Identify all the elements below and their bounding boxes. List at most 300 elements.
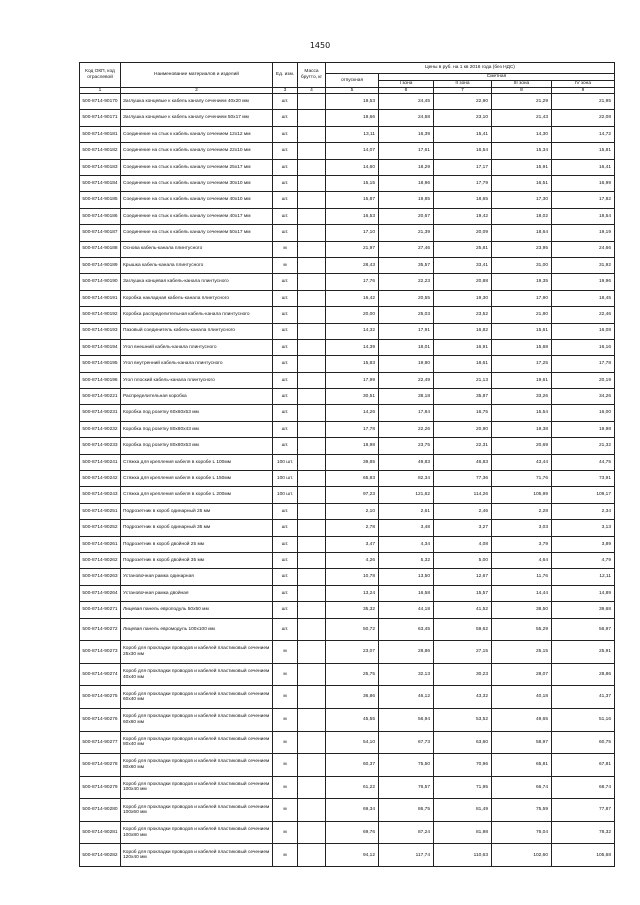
row-price-zone-3: 21,29	[492, 94, 552, 110]
row-price-zone-1: 38,18	[379, 389, 434, 405]
row-unit: шт.	[273, 94, 298, 110]
row-price-zone-3: 66,74	[492, 776, 552, 799]
row-mass	[298, 94, 326, 110]
row-price-zone-1: 44,18	[379, 602, 434, 618]
row-unit: м	[273, 663, 298, 686]
row-code: 500-8714-90242	[80, 471, 121, 487]
row-price-zone-2: 17,79	[434, 175, 492, 191]
table-row	[80, 241, 615, 257]
row-price-zone-3: 15,34	[492, 143, 552, 159]
row-code: 500-8714-90187	[80, 225, 121, 241]
header-zone-1: I зона	[379, 80, 434, 87]
row-unit: шт.	[273, 208, 298, 224]
row-price-zone-1: 35,57	[379, 257, 434, 273]
row-price-zone-4: 44,75	[552, 454, 615, 470]
header-unit: Ед. изм.	[273, 63, 298, 88]
row-price-zone-3: 28,07	[492, 663, 552, 686]
row-price-release: 17,10	[326, 225, 379, 241]
row-price-zone-1: 28,86	[379, 641, 434, 664]
column-number: 8	[492, 87, 552, 94]
row-price-release: 14,32	[326, 323, 379, 339]
table-row	[80, 471, 615, 487]
row-unit: шт.	[273, 602, 298, 618]
row-name: Коробка под розетку 60x60x53 мм	[121, 405, 273, 421]
row-mass	[298, 821, 326, 844]
row-price-zone-2: 5,00	[434, 552, 492, 568]
row-mass	[298, 844, 326, 867]
row-unit: м	[273, 731, 298, 754]
row-price-release: 17,76	[326, 274, 379, 290]
row-name: Соединение на стык к кабель каналу сечением 25x17 мм	[121, 159, 273, 175]
row-price-zone-3: 14,44	[492, 585, 552, 601]
row-price-zone-2: 41,52	[434, 602, 492, 618]
row-price-zone-2: 19,30	[434, 290, 492, 306]
row-mass	[298, 503, 326, 519]
row-price-zone-2: 110,63	[434, 844, 492, 867]
row-price-zone-4: 105,68	[552, 844, 615, 867]
row-price-zone-4: 51,16	[552, 708, 615, 731]
header-price-group: Цены в руб. на 1 кв 2016 года (без НДС)	[326, 63, 615, 74]
row-unit: шт.	[273, 290, 298, 306]
row-code: 500-8714-90282	[80, 844, 121, 867]
row-price-zone-2: 33,41	[434, 257, 492, 273]
row-code: 500-8714-90188	[80, 241, 121, 257]
row-mass	[298, 372, 326, 388]
row-price-zone-1: 56,94	[379, 708, 434, 731]
row-price-release: 23,07	[326, 641, 379, 664]
row-unit: шт.	[273, 356, 298, 372]
row-price-zone-3: 25,15	[492, 641, 552, 664]
row-price-zone-3: 17,30	[492, 192, 552, 208]
row-price-release: 17,99	[326, 372, 379, 388]
row-unit: шт.	[273, 274, 298, 290]
row-price-zone-1: 19,80	[379, 356, 434, 372]
row-price-release: 97,23	[326, 487, 379, 503]
table-row	[80, 618, 615, 641]
row-price-zone-4: 73,91	[552, 471, 615, 487]
row-price-zone-3: 15,61	[492, 323, 552, 339]
header-name: Наименование материалов и изделий	[121, 63, 273, 88]
table-row	[80, 356, 615, 372]
row-code: 500-8714-90171	[80, 110, 121, 126]
row-name: Короб для прокладки проводов и кабелей пластиковый сечением 80x60 мм	[121, 754, 273, 777]
header-estimate: Сметная	[379, 74, 615, 81]
row-price-release: 17,78	[326, 421, 379, 437]
row-unit: м	[273, 821, 298, 844]
row-code: 500-8714-90274	[80, 663, 121, 686]
row-price-zone-1: 17,61	[379, 143, 434, 159]
table-row	[80, 290, 615, 306]
row-price-zone-3: 102,60	[492, 844, 552, 867]
row-price-zone-1: 20,67	[379, 208, 434, 224]
row-code: 500-8714-90193	[80, 323, 121, 339]
row-name: Лицевая панель европодуль 50x50 мм	[121, 602, 273, 618]
row-price-zone-4: 21,95	[552, 94, 615, 110]
row-mass	[298, 274, 326, 290]
row-name: Установочная рамка двойная	[121, 585, 273, 601]
row-mass	[298, 257, 326, 273]
row-code: 500-8714-90170	[80, 94, 121, 110]
row-mass	[298, 569, 326, 585]
row-price-release: 19,53	[326, 94, 379, 110]
row-unit: м	[273, 754, 298, 777]
row-mass	[298, 225, 326, 241]
row-price-zone-4: 34,26	[552, 389, 615, 405]
column-number: 4	[298, 87, 326, 94]
row-mass	[298, 421, 326, 437]
row-mass	[298, 356, 326, 372]
row-mass	[298, 389, 326, 405]
row-price-zone-3: 21,80	[492, 307, 552, 323]
row-mass	[298, 799, 326, 822]
row-price-release: 69,34	[326, 799, 379, 822]
row-price-release: 14,26	[326, 405, 379, 421]
row-price-zone-2: 21,13	[434, 372, 492, 388]
row-unit: 100 шт.	[273, 471, 298, 487]
row-price-zone-4: 3,13	[552, 520, 615, 536]
row-price-zone-3: 49,65	[492, 708, 552, 731]
row-price-zone-1: 22,23	[379, 274, 434, 290]
row-price-zone-2: 27,15	[434, 641, 492, 664]
row-price-zone-3: 2,28	[492, 503, 552, 519]
row-code: 500-8714-90275	[80, 686, 121, 709]
row-mass	[298, 126, 326, 142]
row-price-zone-3: 43,44	[492, 454, 552, 470]
row-price-zone-3: 18,02	[492, 208, 552, 224]
row-price-zone-3: 17,25	[492, 356, 552, 372]
row-code: 500-8714-90191	[80, 290, 121, 306]
table-row	[80, 454, 615, 470]
row-price-release: 2,10	[326, 503, 379, 519]
row-unit: м	[273, 844, 298, 867]
table-row	[80, 339, 615, 355]
row-price-zone-4: 21,32	[552, 438, 615, 454]
row-price-zone-3: 21,43	[492, 110, 552, 126]
row-unit: шт.	[273, 536, 298, 552]
row-price-zone-1: 76,57	[379, 776, 434, 799]
row-code: 500-8714-90272	[80, 618, 121, 641]
header-release: отпускная	[326, 74, 379, 88]
row-name: Короб для прокладки проводов и кабелей пластиковый сечением 100x40 мм	[121, 776, 273, 799]
page-number: 1450	[309, 41, 331, 50]
row-code: 500-8714-90271	[80, 602, 121, 618]
row-mass	[298, 290, 326, 306]
row-price-zone-3: 16,51	[492, 175, 552, 191]
row-price-zone-2: 114,26	[434, 487, 492, 503]
table-row	[80, 536, 615, 552]
row-price-release: 14,07	[326, 143, 379, 159]
row-price-zone-1: 32,13	[379, 663, 434, 686]
row-unit: м	[273, 641, 298, 664]
row-unit: шт.	[273, 503, 298, 519]
row-price-zone-2: 22,90	[434, 94, 492, 110]
header-zone-4: IV зона	[552, 80, 615, 87]
row-price-zone-4: 67,81	[552, 754, 615, 777]
row-name: Стяжка для крепления кабеля в коробе L 150мм	[121, 471, 273, 487]
row-price-zone-2: 35,87	[434, 389, 492, 405]
row-mass	[298, 536, 326, 552]
row-price-zone-1: 63,45	[379, 618, 434, 641]
row-unit: шт.	[273, 405, 298, 421]
row-price-zone-3: 23,95	[492, 241, 552, 257]
column-number: 2	[121, 87, 273, 94]
row-code: 500-8714-90279	[80, 776, 121, 799]
row-price-zone-1: 24,45	[379, 94, 434, 110]
row-name: Угол внешний кабель-канала плинтусного	[121, 339, 273, 355]
table-row	[80, 731, 615, 754]
table-row	[80, 323, 615, 339]
row-price-zone-1: 22,49	[379, 372, 434, 388]
table-row	[80, 686, 615, 709]
row-mass	[298, 552, 326, 568]
row-price-release: 54,10	[326, 731, 379, 754]
row-code: 500-8714-90263	[80, 569, 121, 585]
row-mass	[298, 192, 326, 208]
row-price-release: 14,39	[326, 339, 379, 355]
row-price-release: 30,51	[326, 389, 379, 405]
row-unit: шт.	[273, 585, 298, 601]
row-code: 500-8714-90231	[80, 405, 121, 421]
row-price-zone-3: 38,50	[492, 602, 552, 618]
row-price-zone-3: 75,59	[492, 799, 552, 822]
table-row	[80, 520, 615, 536]
table-row	[80, 389, 615, 405]
table-row	[80, 421, 615, 437]
row-price-zone-2: 18,61	[434, 356, 492, 372]
row-price-zone-1: 16,39	[379, 126, 434, 142]
row-price-zone-3: 58,97	[492, 731, 552, 754]
row-name: Короб для прокладки проводов и кабелей пластиковый сечением 100x60 мм	[121, 799, 273, 822]
row-price-zone-2: 81,49	[434, 799, 492, 822]
row-price-zone-4: 19,19	[552, 225, 615, 241]
row-price-zone-1: 22,26	[379, 421, 434, 437]
row-unit: м	[273, 708, 298, 731]
table-row	[80, 602, 615, 618]
row-name: Распределительная коробка	[121, 389, 273, 405]
row-price-zone-2: 18,65	[434, 192, 492, 208]
row-price-zone-2: 53,52	[434, 708, 492, 731]
row-name: Подрозетник в короб двойной 35 мм	[121, 552, 273, 568]
row-name: Угол внутренний кабель-канала плинтусного	[121, 356, 273, 372]
row-price-zone-4: 78,32	[552, 821, 615, 844]
row-mass	[298, 159, 326, 175]
row-price-zone-4: 31,92	[552, 257, 615, 273]
row-price-zone-4: 41,37	[552, 686, 615, 709]
row-price-release: 4,26	[326, 552, 379, 568]
row-price-zone-1: 13,50	[379, 569, 434, 585]
row-mass	[298, 454, 326, 470]
column-number: 6	[379, 87, 434, 94]
table-row	[80, 274, 615, 290]
row-price-zone-2: 20,09	[434, 225, 492, 241]
row-code: 500-8714-90184	[80, 175, 121, 191]
row-price-zone-1: 86,75	[379, 799, 434, 822]
row-unit: шт.	[273, 159, 298, 175]
table-row	[80, 307, 615, 323]
row-name: Стяжка для крепления кабеля в коробе L 200мм	[121, 487, 273, 503]
row-price-release: 28,43	[326, 257, 379, 273]
row-price-zone-1: 67,73	[379, 731, 434, 754]
row-price-zone-3: 15,54	[492, 405, 552, 421]
row-name: Подрозетник в короб одинарный 35 мм	[121, 520, 273, 536]
row-name: Соединение на стык к кабель каналу сечением 30x10 мм	[121, 175, 273, 191]
row-price-zone-1: 18,96	[379, 175, 434, 191]
row-price-release: 20,00	[326, 307, 379, 323]
row-price-zone-2: 46,83	[434, 454, 492, 470]
row-price-zone-2: 16,54	[434, 143, 492, 159]
row-price-zone-2: 3,27	[434, 520, 492, 536]
row-name: Соединение на стык к кабель каналу сечением 12x12 мм	[121, 126, 273, 142]
row-price-release: 94,12	[326, 844, 379, 867]
row-name: Лицевая панель евромодуль 100x100 мм	[121, 618, 273, 641]
table-row	[80, 754, 615, 777]
row-name: Угол плоский кабель-канала плинтусного	[121, 372, 273, 388]
row-price-zone-1: 18,01	[379, 339, 434, 355]
table-row	[80, 641, 615, 664]
table-row	[80, 821, 615, 844]
row-price-zone-2: 43,32	[434, 686, 492, 709]
row-name: Пазовый соединитель кабель-канала плинтусного	[121, 323, 273, 339]
row-name: Установочная рамка одинарная	[121, 569, 273, 585]
row-price-zone-2: 20,88	[434, 274, 492, 290]
table-row	[80, 569, 615, 585]
row-unit: м	[273, 241, 298, 257]
row-code: 500-8714-90186	[80, 208, 121, 224]
row-unit: шт.	[273, 126, 298, 142]
row-price-zone-3: 105,99	[492, 487, 552, 503]
row-price-zone-2: 15,41	[434, 126, 492, 142]
row-price-zone-3: 71,76	[492, 471, 552, 487]
table-row	[80, 663, 615, 686]
row-price-zone-1: 46,12	[379, 686, 434, 709]
row-price-zone-4: 19,98	[552, 421, 615, 437]
table-row	[80, 585, 615, 601]
row-price-zone-3: 55,29	[492, 618, 552, 641]
row-unit: шт.	[273, 110, 298, 126]
row-mass	[298, 686, 326, 709]
row-mass	[298, 663, 326, 686]
row-price-zone-1: 24,58	[379, 110, 434, 126]
row-price-zone-4: 12,11	[552, 569, 615, 585]
column-number: 7	[434, 87, 492, 94]
row-price-zone-4: 16,99	[552, 175, 615, 191]
row-mass	[298, 208, 326, 224]
row-mass	[298, 307, 326, 323]
table-row	[80, 372, 615, 388]
row-mass	[298, 143, 326, 159]
row-price-zone-1: 25,03	[379, 307, 434, 323]
table-body	[80, 94, 615, 867]
row-code: 500-8714-90221	[80, 389, 121, 405]
row-price-zone-4: 18,45	[552, 290, 615, 306]
table-row	[80, 503, 615, 519]
row-price-zone-3: 4,64	[492, 552, 552, 568]
row-price-zone-2: 63,60	[434, 731, 492, 754]
row-code: 500-8714-90241	[80, 454, 121, 470]
row-name: Короб для прокладки проводов и кабелей пластиковый сечением 40x40 мм	[121, 663, 273, 686]
row-price-release: 3,47	[326, 536, 379, 552]
row-price-zone-2: 70,96	[434, 754, 492, 777]
row-price-zone-4: 15,81	[552, 143, 615, 159]
row-price-zone-2: 16,75	[434, 405, 492, 421]
table-row	[80, 192, 615, 208]
header-mass: Масса брутто, кг	[298, 63, 326, 88]
row-mass	[298, 339, 326, 355]
price-table	[79, 62, 615, 867]
row-mass	[298, 641, 326, 664]
row-price-zone-4: 17,78	[552, 356, 615, 372]
row-mass	[298, 585, 326, 601]
row-price-zone-3: 40,18	[492, 686, 552, 709]
row-code: 500-8714-90261	[80, 536, 121, 552]
row-price-zone-1: 82,34	[379, 471, 434, 487]
row-name: Короб для прокладки проводов и кабелей пластиковый сечением 60x40 мм	[121, 686, 273, 709]
row-price-zone-2: 20,90	[434, 421, 492, 437]
row-name: Коробка под розетку 80x80x53 мм	[121, 438, 273, 454]
table-row	[80, 159, 615, 175]
row-price-zone-2: 15,57	[434, 585, 492, 601]
row-unit: шт.	[273, 175, 298, 191]
row-code: 500-8714-90182	[80, 143, 121, 159]
row-price-zone-2: 25,81	[434, 241, 492, 257]
row-code: 500-8714-90189	[80, 257, 121, 273]
row-price-zone-4: 56,97	[552, 618, 615, 641]
row-mass	[298, 520, 326, 536]
row-price-zone-2: 17,17	[434, 159, 492, 175]
row-price-zone-3: 3,03	[492, 520, 552, 536]
row-mass	[298, 618, 326, 641]
row-price-zone-3: 3,79	[492, 536, 552, 552]
row-code: 500-8714-90181	[80, 126, 121, 142]
row-price-release: 13,11	[326, 126, 379, 142]
row-price-zone-1: 16,58	[379, 585, 434, 601]
row-code: 500-8714-90280	[80, 799, 121, 822]
row-name: Заглушка концевые к кабель каналу сечением 50x17 мм	[121, 110, 273, 126]
row-price-release: 65,83	[326, 471, 379, 487]
row-price-zone-1: 5,32	[379, 552, 434, 568]
row-price-zone-2: 19,42	[434, 208, 492, 224]
row-price-zone-4: 22,46	[552, 307, 615, 323]
table-row	[80, 143, 615, 159]
row-price-release: 19,66	[326, 110, 379, 126]
row-price-zone-2: 16,82	[434, 323, 492, 339]
row-name: Стяжка для крепления кабеля в коробе L 100мм	[121, 454, 273, 470]
row-price-zone-3: 65,81	[492, 754, 552, 777]
table-row	[80, 776, 615, 799]
row-price-release: 25,75	[326, 663, 379, 686]
row-unit: 100 шт.	[273, 487, 298, 503]
row-code: 500-8714-90276	[80, 708, 121, 731]
row-price-zone-4: 19,96	[552, 274, 615, 290]
row-price-release: 16,53	[326, 208, 379, 224]
row-unit: шт.	[273, 372, 298, 388]
column-number: 5	[326, 87, 379, 94]
row-price-zone-1: 19,85	[379, 192, 434, 208]
row-unit: 100 шт.	[273, 454, 298, 470]
row-name: Соединение на стык к кабель каналу сечением 22x10 мм	[121, 143, 273, 159]
table-row	[80, 405, 615, 421]
row-price-zone-1: 17,91	[379, 323, 434, 339]
row-code: 500-8714-90233	[80, 438, 121, 454]
row-price-zone-4: 24,66	[552, 241, 615, 257]
row-price-zone-3: 15,68	[492, 339, 552, 355]
row-name: Короб для прокладки проводов и кабелей пластиковый сечением 120x40 мм	[121, 844, 273, 867]
row-price-zone-4: 16,16	[552, 339, 615, 355]
header-code: Код ОКП, код отраслевой	[80, 63, 121, 88]
row-unit: шт.	[273, 552, 298, 568]
table-row	[80, 208, 615, 224]
row-price-zone-1: 17,84	[379, 405, 434, 421]
